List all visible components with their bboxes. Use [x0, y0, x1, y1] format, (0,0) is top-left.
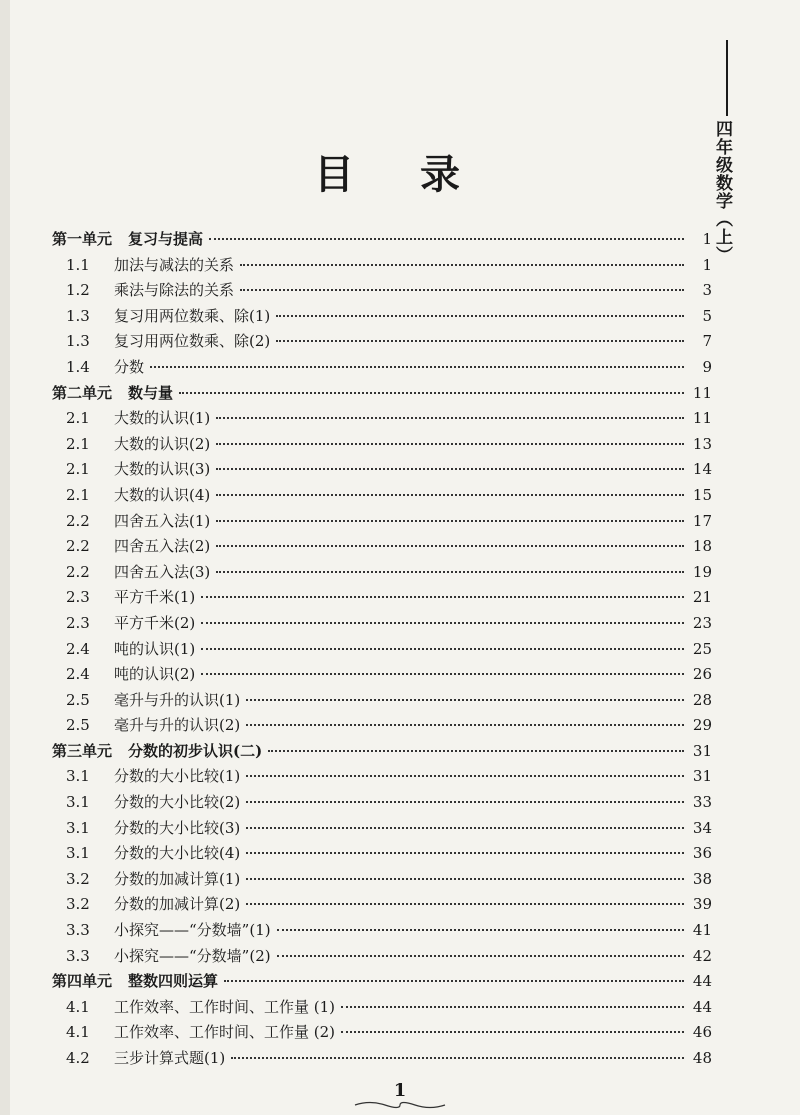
toc-number: 2.4: [66, 665, 90, 684]
toc-leader-dots: [216, 494, 684, 496]
toc-number: 1.3: [66, 332, 90, 351]
toc-page-number: 9: [702, 357, 712, 376]
toc-item-row: [52, 1047, 712, 1073]
toc-label: 四舍五入法(3): [114, 562, 211, 581]
toc-label: 分数的加减计算(2): [114, 895, 241, 914]
toc-leader-dots: [276, 340, 684, 342]
page-number: 1: [393, 1080, 407, 1101]
toc-item-row: [52, 612, 712, 638]
toc-leader-dots: [216, 520, 684, 522]
toc-item-row: [52, 433, 712, 459]
toc-leader-dots: [201, 596, 684, 598]
toc-number: 第一单元: [52, 230, 113, 248]
toc-item-row: [52, 561, 712, 587]
toc-item-row: [52, 868, 712, 894]
toc-page-number: 25: [692, 639, 712, 658]
toc-number: 第三单元: [52, 741, 113, 760]
toc-page-number: 23: [692, 613, 712, 632]
toc-label: 复习用两位数乘、除(2): [114, 332, 271, 351]
toc-label: 大数的认识(4): [114, 485, 211, 504]
toc-page-number: 3: [702, 281, 712, 300]
toc-number: 1.4: [66, 357, 90, 376]
toc-leader-dots: [246, 878, 684, 880]
toc-leader-dots: [240, 264, 684, 266]
toc-leader-dots: [277, 929, 684, 931]
toc-item-row: [52, 996, 712, 1022]
toc-label: 工作效率、工作时间、工作量 (2): [114, 1023, 336, 1042]
toc-leader-dots: [246, 827, 684, 829]
toc-label: 平方千米(1): [114, 588, 196, 607]
toc-page-number: 1: [702, 255, 712, 274]
toc-leader-dots: [209, 238, 684, 240]
toc-label: 分数的加减计算(1): [114, 869, 241, 888]
toc-item-row: [52, 586, 712, 612]
toc-item-row: [52, 689, 712, 715]
toc-page-number: 5: [702, 306, 712, 325]
toc-page-number: 13: [692, 434, 712, 453]
toc-item-row: [52, 279, 712, 305]
toc-item-row: [52, 842, 712, 868]
toc-leader-dots: [201, 622, 684, 624]
toc-page-number: 11: [692, 409, 712, 428]
toc-leader-dots: [216, 545, 684, 547]
toc-label: 复习与提高: [128, 230, 204, 248]
toc-label: 分数的大小比较(1): [114, 767, 241, 786]
toc-item-row: [52, 714, 712, 740]
toc-number: 2.5: [66, 716, 90, 735]
toc-label: 复习用两位数乘、除(1): [114, 306, 271, 325]
toc-number: 3.2: [66, 869, 90, 888]
toc-page-number: 11: [692, 383, 712, 402]
toc-leader-dots: [150, 366, 684, 368]
toc-label: 四舍五入法(1): [114, 511, 211, 530]
toc-label: 毫升与升的认识(2): [114, 716, 241, 735]
side-rule: [726, 40, 728, 116]
toc-number: 3.1: [66, 844, 90, 863]
toc-number: 2.1: [66, 460, 90, 479]
toc-number: 3.2: [66, 895, 90, 914]
toc-number: 1.3: [66, 306, 90, 325]
toc-leader-dots: [246, 724, 684, 726]
toc-page-number: 15: [692, 485, 712, 504]
toc-page-number: 44: [692, 972, 712, 991]
toc-label: 分数的大小比较(4): [114, 844, 241, 863]
toc-page-number: 21: [692, 588, 712, 607]
toc-label: 分数的大小比较(2): [114, 793, 241, 812]
toc-number: 2.4: [66, 639, 90, 658]
toc-leader-dots: [224, 980, 684, 982]
toc-label: 加法与减法的关系: [114, 255, 235, 274]
toc-page-number: 26: [692, 665, 712, 684]
toc-label: 大数的认识(2): [114, 434, 211, 453]
toc-item-row: [52, 817, 712, 843]
toc-number: 3.1: [66, 818, 90, 837]
toc-leader-dots: [216, 571, 684, 573]
toc-item-row: [52, 510, 712, 536]
toc-number: 3.1: [66, 767, 90, 786]
toc-item-row: [52, 791, 712, 817]
toc-number: 2.5: [66, 690, 90, 709]
toc-number: 4.1: [66, 997, 90, 1016]
toc-page-number: 41: [692, 921, 712, 940]
toc-number: 第四单元: [52, 972, 113, 991]
toc-label: 乘法与除法的关系: [114, 281, 235, 300]
toc-page-number: 46: [692, 1023, 712, 1042]
toc-number: 3.3: [66, 946, 90, 965]
toc-number: 3.3: [66, 921, 90, 940]
toc-label: 整数四则运算: [128, 972, 219, 991]
toc-leader-dots: [216, 417, 684, 419]
toc-item-row: [52, 535, 712, 561]
toc-label: 大数的认识(3): [114, 460, 211, 479]
toc-number: 4.1: [66, 1023, 90, 1042]
toc-label: 平方千米(2): [114, 613, 196, 632]
toc-number: 2.1: [66, 434, 90, 453]
toc-number: 3.1: [66, 793, 90, 812]
toc-leader-dots: [276, 315, 684, 317]
toc-label: 四舍五入法(2): [114, 537, 211, 556]
toc-leader-dots: [341, 1006, 684, 1008]
toc-page-number: 19: [692, 562, 712, 581]
toc-page-number: 31: [692, 741, 712, 760]
toc-page-number: 33: [692, 793, 712, 812]
toc-number: 2.2: [66, 562, 90, 581]
toc-number: 2.3: [66, 613, 90, 632]
toc-item-row: [52, 407, 712, 433]
toc-leader-dots: [240, 289, 684, 291]
toc-unit-row: [52, 970, 712, 996]
page-title: 目 录: [314, 152, 486, 198]
toc-page-number: 18: [692, 537, 712, 556]
toc-leader-dots: [268, 750, 684, 752]
toc-label: 数与量: [128, 383, 174, 402]
toc-label: 分数的大小比较(3): [114, 818, 241, 837]
toc-item-row: [52, 765, 712, 791]
toc-leader-dots: [231, 1057, 684, 1059]
toc-page-number: 28: [692, 690, 712, 709]
toc-item-row: [52, 919, 712, 945]
toc-unit-row: [52, 740, 712, 766]
toc-leader-dots: [277, 955, 684, 957]
toc-page-number: 42: [692, 946, 712, 965]
toc-number: 2.1: [66, 485, 90, 504]
toc-number: 2.2: [66, 511, 90, 530]
toc-page-number: 36: [692, 844, 712, 863]
toc-number: 2.3: [66, 588, 90, 607]
toc-label: 毫升与升的认识(1): [114, 690, 241, 709]
table-of-contents: [52, 228, 712, 1073]
toc-page-number: 14: [692, 460, 712, 479]
toc-page-number: 31: [692, 767, 712, 786]
toc-leader-dots: [216, 443, 684, 445]
toc-unit-row: [52, 382, 712, 408]
toc-leader-dots: [246, 903, 684, 905]
toc-page-number: 48: [692, 1049, 712, 1067]
toc-label: 大数的认识(1): [114, 409, 211, 428]
toc-number: 2.2: [66, 537, 90, 556]
toc-number: 4.2: [66, 1049, 90, 1067]
toc-leader-dots: [246, 775, 684, 777]
toc-item-row: [52, 305, 712, 331]
toc-number: 2.1: [66, 409, 90, 428]
toc-item-row: [52, 638, 712, 664]
toc-item-row: [52, 1021, 712, 1047]
toc-leader-dots: [201, 673, 684, 675]
toc-page-number: 38: [692, 869, 712, 888]
toc-label: 小探究——“分数墙”(2): [114, 946, 271, 965]
toc-label: 分数: [114, 357, 145, 376]
toc-number: 1.1: [66, 255, 90, 274]
toc-number: 第二单元: [52, 383, 113, 402]
toc-label: 三步计算式题(1): [114, 1049, 226, 1067]
toc-leader-dots: [216, 468, 684, 470]
toc-label: 小探究——“分数墙”(1): [114, 921, 271, 940]
toc-item-row: [52, 458, 712, 484]
toc-item-row: [52, 330, 712, 356]
toc-item-row: [52, 356, 712, 382]
toc-label: 吨的认识(1): [114, 639, 196, 658]
toc-item-row: [52, 945, 712, 971]
toc-item-row: [52, 254, 712, 280]
toc-item-row: [52, 663, 712, 689]
footer-ornament: [350, 1100, 450, 1110]
toc-number: 1.2: [66, 281, 90, 300]
toc-page-number: 39: [692, 895, 712, 914]
toc-leader-dots: [201, 648, 684, 650]
toc-page-number: 7: [702, 332, 712, 351]
toc-page-number: 1: [702, 230, 712, 248]
toc-page-number: 29: [692, 716, 712, 735]
toc-leader-dots: [341, 1031, 684, 1033]
toc-item-row: [52, 484, 712, 510]
toc-leader-dots: [179, 392, 684, 394]
toc-leader-dots: [246, 699, 684, 701]
toc-item-row: [52, 893, 712, 919]
toc-label: 吨的认识(2): [114, 665, 196, 684]
toc-page-number: 34: [692, 818, 712, 837]
toc-label: 工作效率、工作时间、工作量 (1): [114, 997, 336, 1016]
toc-leader-dots: [246, 852, 684, 854]
toc-label: 分数的初步认识(二): [128, 741, 263, 760]
toc-page-number: 44: [692, 997, 712, 1016]
toc-unit-row: [52, 228, 712, 254]
side-label: 四年级数学（上）: [712, 120, 732, 264]
toc-leader-dots: [246, 801, 684, 803]
toc-page-number: 17: [692, 511, 712, 530]
